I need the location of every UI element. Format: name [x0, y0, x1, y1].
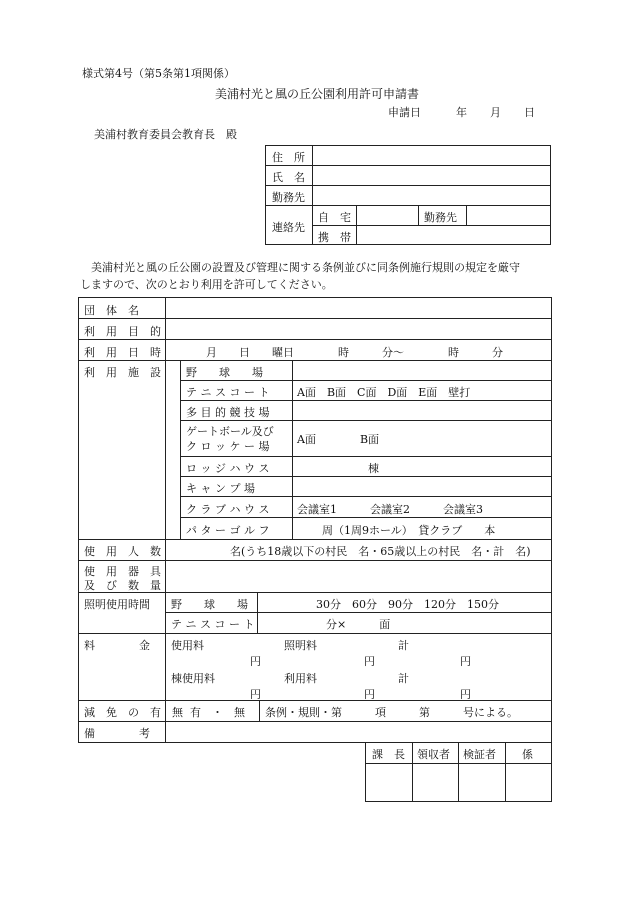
contact-label: 連絡先 [272, 221, 305, 234]
fee-yen-3: 円 [460, 655, 471, 668]
facility-baseball: 野 球 場 [186, 366, 263, 379]
lighting-tennis: テ ニ ス コ ー ト [171, 618, 255, 631]
fee-use-label: 利用料 [284, 672, 317, 685]
lighting-time-label: 照明使用時間 [84, 598, 150, 611]
remarks-label: 備 考 [84, 727, 150, 740]
facility-camp: キ ャ ン プ 場 [186, 482, 255, 495]
form-title: 美浦村光と風の丘公園利用許可申請書 [215, 87, 420, 101]
date-month-label: 月 [490, 106, 501, 119]
equipment-label-2: 及 び 数 量 [84, 579, 161, 592]
group-name-label: 団 体 名 [84, 304, 139, 317]
address-label: 住 所 [272, 151, 305, 164]
approval-receiver: 領収者 [417, 748, 450, 761]
fee-usage-label: 使用料 [171, 639, 204, 652]
facility-gateball-1: ゲートボール及び [186, 425, 274, 438]
exemption-choice: 有 ・ 無 [190, 706, 245, 719]
form-number: 様式第4号（第5条第1項関係） [82, 67, 235, 80]
datetime-value: 月 日 曜日 時 分～ 時 分 [206, 346, 503, 359]
facility-gateball-2: ク ロ ッ ケ ー 場 [186, 440, 270, 453]
intro-line-2: しますので、次のとおり利用を許可してください。 [80, 278, 333, 291]
home-label: 自 宅 [318, 211, 351, 224]
facility-multipurpose: 多 目 的 競 技 場 [186, 406, 270, 419]
people-count-value: 名(うち18歳以下の村民 名・65歳以上の村民 名・計 名) [230, 545, 531, 558]
facility-label: 利 用 施 設 [84, 366, 161, 379]
exemption-label: 減 免 の 有 無 [84, 706, 183, 719]
work-phone-label: 勤務先 [424, 211, 457, 224]
lighting-baseball-times: 30分 60分 90分 120分 150分 [316, 598, 499, 611]
fee-yen-5: 円 [364, 688, 375, 701]
date-year-label: 年 [456, 106, 467, 119]
applicant-frame [265, 145, 551, 245]
name-label: 氏 名 [272, 171, 305, 184]
approval-verifier: 検証者 [463, 748, 496, 761]
facility-putter-golf-detail: 周（1周9ホール） 貸クラブ 本 [322, 524, 496, 537]
approval-staff: 係 [522, 748, 533, 761]
fee-yen-4: 円 [250, 688, 261, 701]
intro-line-1: 美浦村光と風の丘公園の設置及び管理に関する条例並びに同条例施行規則の規定を厳守 [91, 261, 520, 274]
datetime-label: 利 用 日 時 [84, 346, 161, 359]
people-count-label: 使 用 人 数 [84, 545, 161, 558]
date-day-label: 日 [524, 106, 535, 119]
facility-lodge: ロ ッ ジ ハ ウ ス [186, 462, 270, 475]
addressee: 美浦村教育委員会教育長 殿 [94, 128, 237, 141]
facility-lodge-units: 棟 [368, 462, 379, 475]
fee-lighting-label: 照明料 [284, 639, 317, 652]
fee-label: 料 金 [84, 639, 150, 652]
workplace-label: 勤務先 [272, 191, 305, 204]
fee-yen-6: 円 [460, 688, 471, 701]
fee-building-label: 棟使用料 [171, 672, 215, 685]
fee-yen-2: 円 [364, 655, 375, 668]
facility-clubhouse: ク ラ ブ ハ ウ ス [186, 503, 270, 516]
fee-total-label: 計 [398, 639, 409, 652]
application-date-label: 申請日 [388, 106, 421, 119]
equipment-label-1: 使 用 器 具 [84, 565, 161, 578]
facility-clubhouse-rooms: 会議室1 会議室2 会議室3 [297, 503, 483, 516]
approval-section-chief: 課 長 [372, 748, 405, 761]
fee-yen-1: 円 [250, 655, 261, 668]
purpose-label: 利 用 目 的 [84, 325, 161, 338]
exemption-rule: 条例・規則・第 項 第 号による。 [265, 706, 518, 719]
facility-gateball-courts: A面 B面 [297, 433, 380, 446]
facility-tennis-courts: A面 B面 C面 D面 E面 壁打 [297, 386, 471, 399]
fee-total-label-2: 計 [398, 672, 409, 685]
facility-tennis: テ ニ ス コ ー ト [186, 386, 270, 399]
lighting-tennis-detail: 分× 面 [326, 618, 391, 631]
lighting-baseball: 野 球 場 [171, 598, 248, 611]
facility-putter-golf: パ タ ー ゴ ル フ [186, 524, 270, 537]
mobile-label: 携 帯 [318, 231, 351, 244]
